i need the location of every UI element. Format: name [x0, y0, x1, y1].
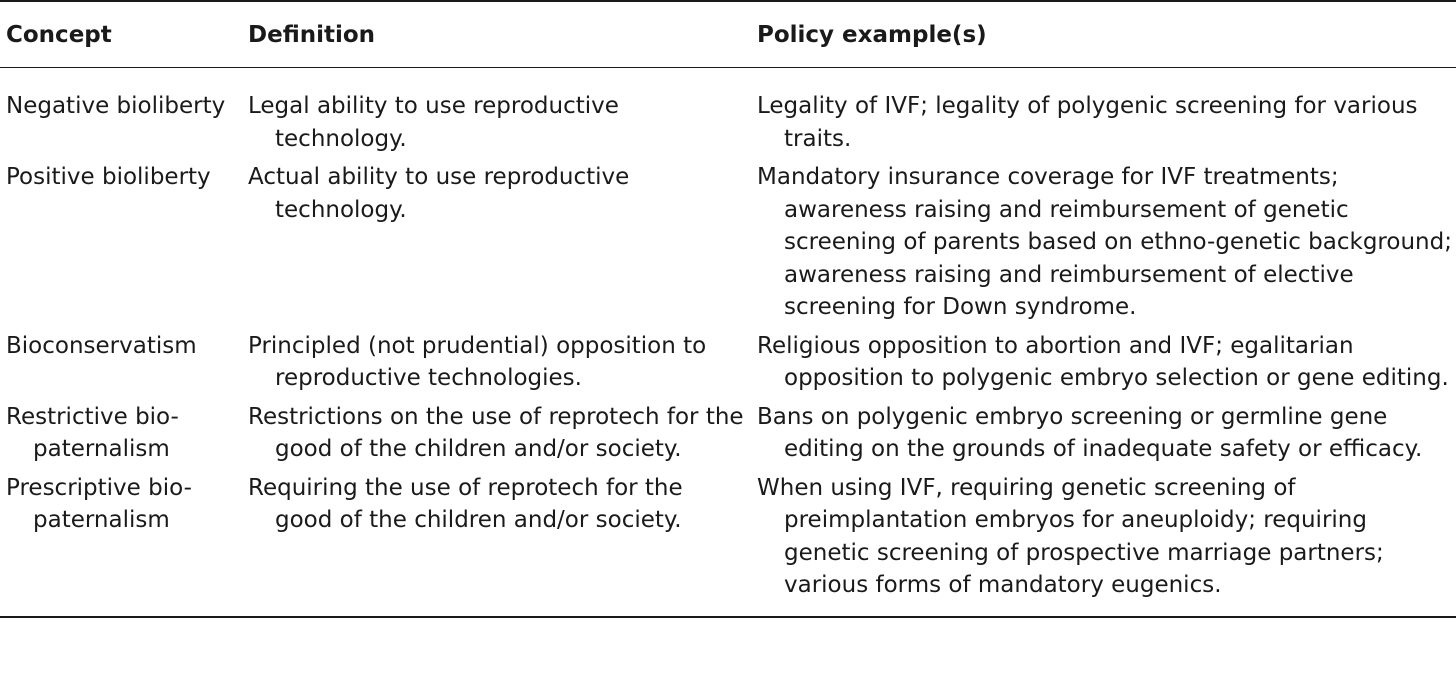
cell-policy — [751, 161, 1456, 330]
table-row — [0, 68, 1456, 162]
concept-text: Bioconservatism — [6, 332, 197, 359]
table-body — [0, 68, 1456, 617]
definition-text: Principled (not prudential) opposition to reproductive technologies. — [248, 332, 707, 391]
table-row — [0, 161, 1456, 330]
header-policy-examples: Policy example(s) — [757, 22, 987, 48]
concept-text: Prescriptive bio-paternalism — [6, 474, 192, 533]
definition-text: Actual ability to use reproductive technology. — [248, 164, 630, 223]
concept-text: Restrictive bio-paternalism — [6, 403, 179, 462]
cell-definition — [242, 330, 751, 401]
cell-concept — [0, 330, 242, 401]
concept-text: Positive bioliberty — [6, 164, 211, 190]
cell-definition — [242, 472, 751, 617]
cell-definition — [242, 161, 751, 330]
policy-text: Bans on polygenic embryo screening or germline gene editing on the grounds of inadequate safety or efficacy. — [757, 403, 1423, 462]
table-row — [0, 330, 1456, 401]
concept-text: Negative bioliberty — [6, 93, 226, 119]
cell-concept — [0, 401, 242, 472]
cell-policy — [751, 472, 1456, 617]
cell-concept — [0, 68, 242, 162]
definition-text: Requiring the use of reprotech for the good of the children and/or society. — [248, 474, 683, 533]
header-definition: Definition — [248, 22, 376, 48]
table-row — [0, 472, 1456, 617]
cell-policy — [751, 401, 1456, 472]
definition-text: Restrictions on the use of reprotech for the good of the children and/or society. — [248, 403, 744, 462]
policy-text: Religious opposition to abortion and IVF; egalitarian opposition to polygenic embryo selection or gene editing. — [757, 332, 1449, 391]
policy-text: When using IVF, requiring genetic screening of preimplantation embryos for aneuploidy; requiring genetic screening of prospective marriage partners; various forms of mandatory eugenics. — [757, 474, 1384, 598]
cell-definition — [242, 68, 751, 162]
header-row — [0, 1, 1456, 68]
cell-policy — [751, 330, 1456, 401]
policy-text: Legality of IVF; legality of polygenic screening for various traits. — [757, 93, 1418, 152]
cell-concept — [0, 472, 242, 617]
definition-text: Legal ability to use reproductive technology. — [248, 93, 619, 152]
cell-concept — [0, 161, 242, 330]
cell-definition — [242, 401, 751, 472]
cell-policy — [751, 68, 1456, 162]
header-concept: Concept — [6, 22, 112, 48]
policy-text: Mandatory insurance coverage for IVF treatments; awareness raising and reimbursement of genetic screening of parents based on ethno-genetic background; awareness raising and reimbursement of elective screening for Down syndrome. — [757, 164, 1452, 320]
table-header — [0, 1, 1456, 68]
table-row — [0, 401, 1456, 472]
